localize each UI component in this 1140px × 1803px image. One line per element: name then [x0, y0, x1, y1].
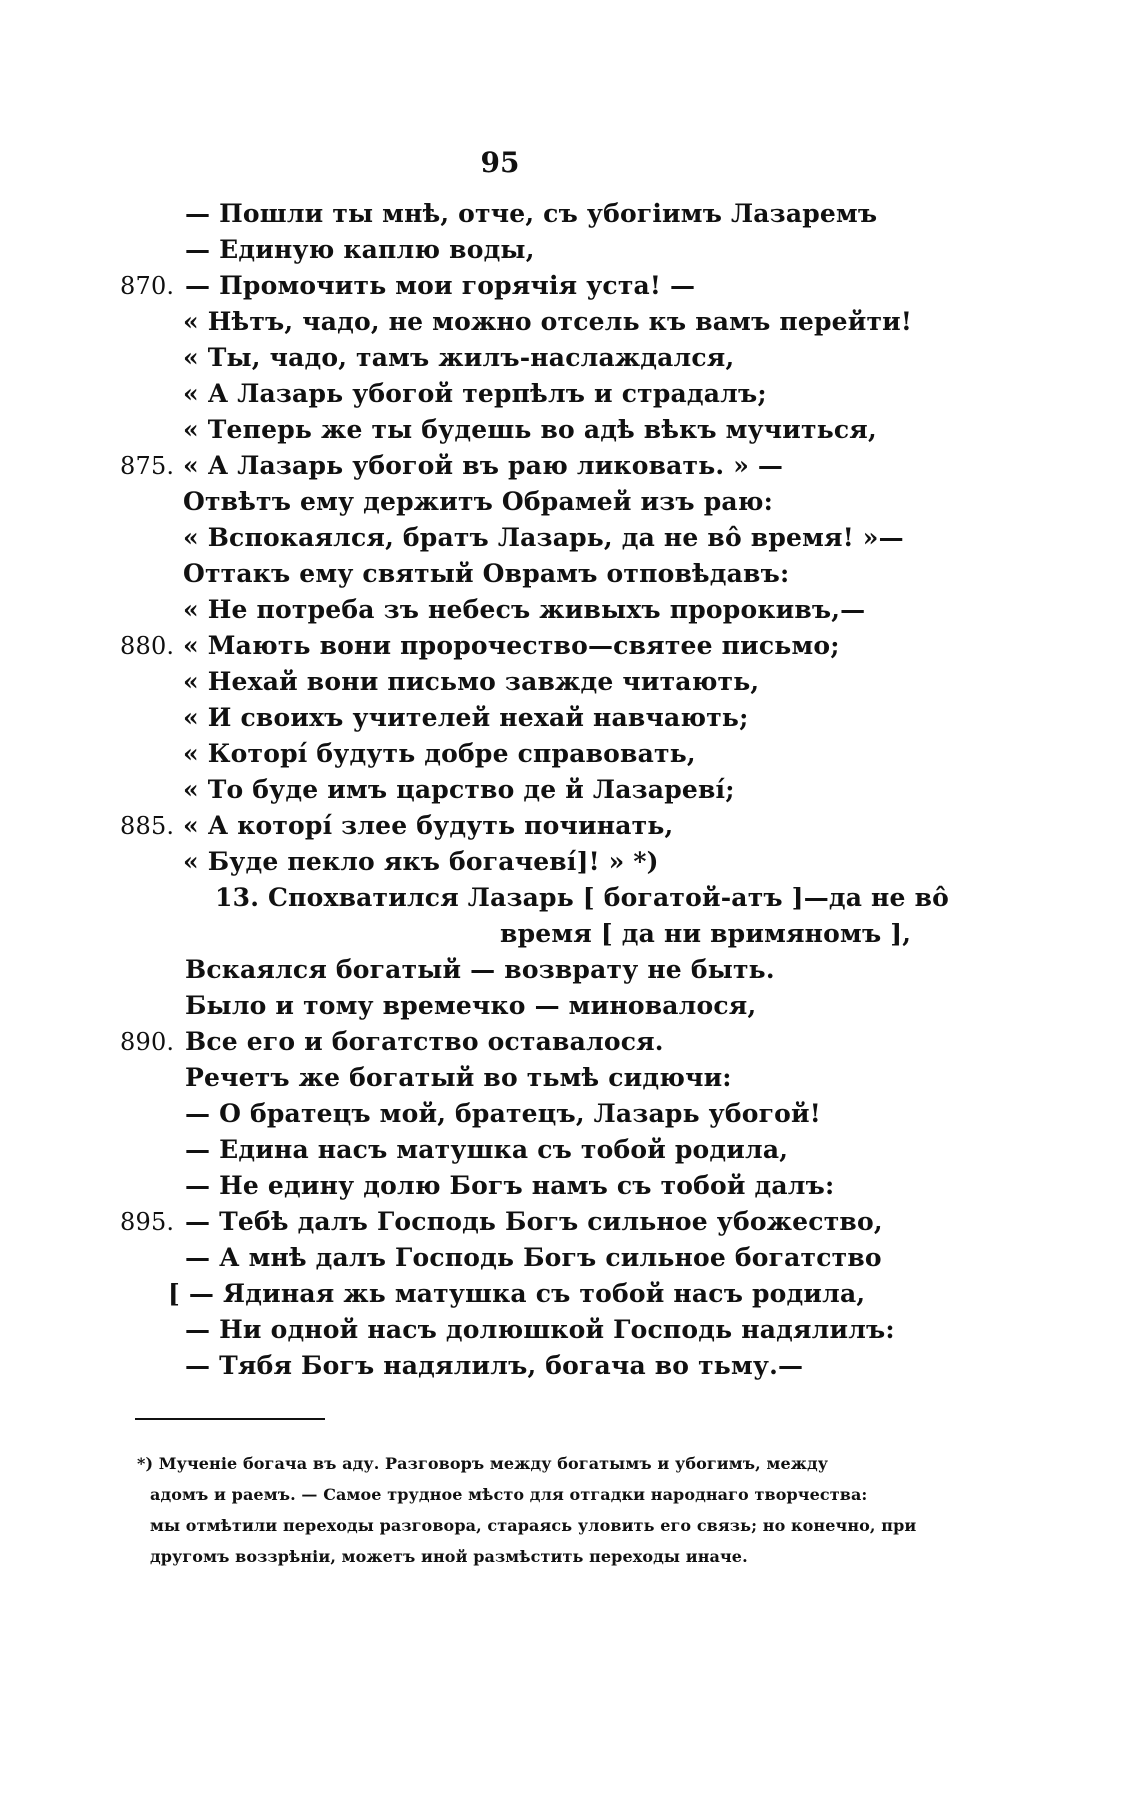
footnote-line: *) Мученіе богача въ аду. Разговоръ между богатымъ и убогимъ, между [137, 1454, 829, 1473]
verse-line [0, 520, 1140, 556]
verse-line [0, 412, 1140, 448]
verse-text: « То буде имъ царство де й Лазаревí; [183, 775, 735, 804]
verse-line [0, 232, 1140, 268]
verse-line [0, 1204, 1140, 1240]
verse-text: время [ да ни вримяномъ ], [500, 919, 912, 948]
verse-line [0, 736, 1140, 772]
verse-text: Оттакъ ему святый Оврамъ отповѣдавъ: [183, 559, 790, 588]
verse-text: « И своихъ учителей нехай навчають; [183, 703, 749, 732]
verse-text: « Которí будуть добре справовать, [183, 739, 696, 768]
verse-text: [ — Ядиная жь матушка съ тобой насъ родила, [168, 1279, 866, 1308]
verse-line [0, 304, 1140, 340]
footnote-line: другомъ воззрѣніи, можетъ иной размѣстить переходы иначе. [150, 1547, 748, 1566]
verse-text: 13. Спохватился Лазарь [ богатой-атъ ]—да не вô [215, 883, 950, 912]
verse-line [0, 1132, 1140, 1168]
verse-line [0, 1348, 1140, 1384]
verse-text: « А Лазарь убогой терпѣлъ и страдалъ; [183, 379, 767, 408]
verse-text: « А которí злее будуть починать, [183, 811, 674, 840]
verse-line [0, 1060, 1140, 1096]
verse-text: « Теперь же ты будешь во адѣ вѣкъ мучиться, [183, 415, 877, 444]
verse-text: Отвѣтъ ему держитъ Обрамей изъ раю: [183, 487, 774, 516]
verse-text: « Не потреба зъ небесъ живыхъ пророкивъ,— [183, 595, 866, 624]
line-number: 870. [120, 272, 175, 300]
verse-line [0, 1096, 1140, 1132]
verse-line [0, 664, 1140, 700]
line-number: 880. [120, 632, 175, 660]
poem-body [0, 196, 1140, 1384]
verse-text: — О братецъ мой, братецъ, Лазарь убогой! [185, 1099, 821, 1128]
verse-line [0, 700, 1140, 736]
verse-text: « Ты, чадо, тамъ жилъ-наслаждался, [183, 343, 735, 372]
verse-line [0, 268, 1140, 304]
verse-line [0, 844, 1140, 880]
verse-text: — Ни одной насъ долюшкой Господь надялилъ: [185, 1315, 895, 1344]
verse-text: « А Лазарь убогой въ раю ликовать. » — [183, 451, 784, 480]
verse-text: — Пошли ты мнѣ, отче, съ убогіимъ Лазаремъ [185, 199, 878, 228]
verse-line [0, 772, 1140, 808]
verse-line [0, 1240, 1140, 1276]
verse-line [0, 448, 1140, 484]
verse-text: — Тебѣ далъ Господь Богъ сильное убожество, [185, 1207, 883, 1236]
verse-line [0, 808, 1140, 844]
line-number: 885. [120, 812, 175, 840]
verse-text: — Не едину долю Богъ намъ съ тобой далъ: [185, 1171, 835, 1200]
verse-line [0, 988, 1140, 1024]
verse-text: « Нехай вони письмо завжде читають, [183, 667, 760, 696]
verse-line [0, 1168, 1140, 1204]
verse-text: — Промочить мои горячія уста! — [185, 271, 696, 300]
verse-text: « Вспокаялся, братъ Лазарь, да не вô время! »— [183, 523, 904, 552]
verse-line [0, 916, 1140, 952]
line-number: 895. [120, 1208, 175, 1236]
line-number: 875. [120, 452, 175, 480]
verse-text: Речетъ же богатый во тьмѣ сидючи: [185, 1063, 732, 1092]
footnote-line: мы отмѣтили переходы разговора, стараясь уловить его связь; но конечно, при [150, 1516, 917, 1535]
verse-text: « Буде пекло якъ богачевí]! » *) [183, 847, 659, 876]
verse-line [0, 1276, 1140, 1312]
verse-text: « Мають вони пророчество—святее письмо; [183, 631, 840, 660]
footnote [137, 1448, 930, 1572]
verse-line [0, 1024, 1140, 1060]
verse-text: — Единую каплю воды, [185, 235, 535, 264]
verse-text: « Нѣтъ, чадо, не можно отсель къ вамъ перейти! [183, 307, 913, 336]
verse-line [0, 880, 1140, 916]
verse-line [0, 340, 1140, 376]
verse-text: — А мнѣ далъ Господь Богъ сильное богатство [185, 1243, 882, 1272]
line-number: 890. [120, 1028, 175, 1056]
verse-line [0, 952, 1140, 988]
verse-line [0, 592, 1140, 628]
verse-line [0, 376, 1140, 412]
verse-text: — Тябя Богъ надялилъ, богача во тьму.— [185, 1351, 804, 1380]
footnote-line: адомъ и раемъ. — Самое трудное мѣсто для отгадки народнаго творчества: [150, 1485, 868, 1504]
verse-line [0, 628, 1140, 664]
verse-text: — Едина насъ матушка съ тобой родила, [185, 1135, 789, 1164]
footnote-divider [135, 1418, 325, 1420]
verse-line [0, 196, 1140, 232]
verse-text: Было и тому времечко — миновалося, [185, 991, 757, 1020]
verse-line [0, 1312, 1140, 1348]
verse-line [0, 556, 1140, 592]
verse-text: Все его и богатство оставалося. [185, 1027, 664, 1056]
verse-line [0, 484, 1140, 520]
verse-text: Вскаялся богатый — возврату не быть. [185, 955, 775, 984]
page-number: 95 [480, 146, 520, 179]
